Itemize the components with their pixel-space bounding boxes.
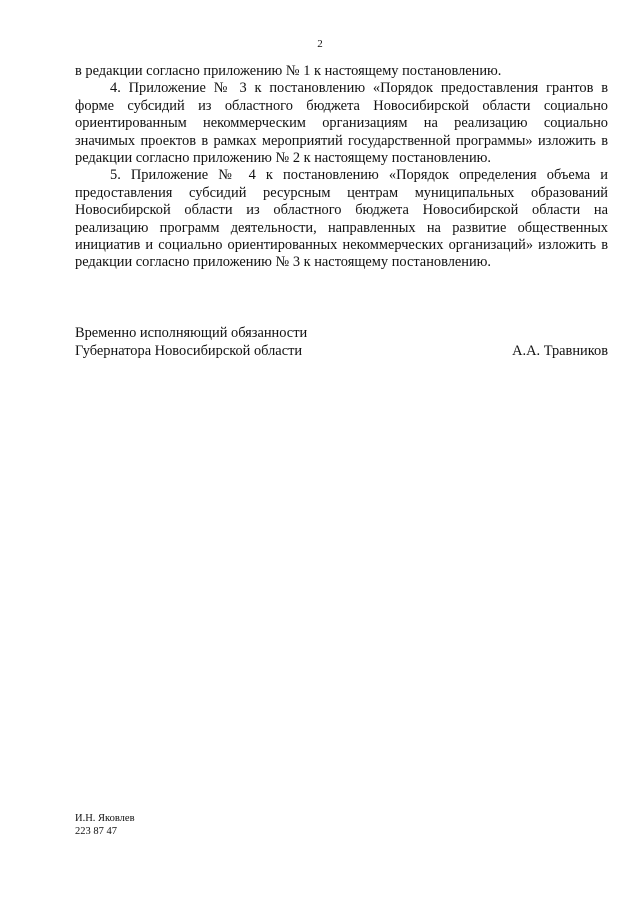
paragraph-continuation: в редакции согласно приложению № 1 к настоящему постановлению. (75, 63, 502, 79)
signature-row (75, 342, 608, 360)
paragraph-item-4: 4. Приложение № 3 к постановлению «Порядок предоставления грантов в форме субсидий из областного бюджета Новосибирской области социально ориентированным некоммерческим организациям на реализацию социально значимых проектов в рамках мероприятий государственной программы» изложить в редакции согласно приложению № 2 к настоящему постановлению. (75, 80, 608, 167)
signatory-name: А.А. Травников (512, 343, 608, 359)
executor-footer (75, 812, 135, 838)
document-body (75, 63, 608, 272)
executor-name: И.Н. Яковлев (75, 813, 135, 824)
paragraph-item-5: 5. Приложение № 4 к постановлению «Порядок определения объема и предоставления субсидий ресурсным центрам муниципальных образований Новосибирской области из областного бюджета Новосибирской области на реализацию программ деятельности, направленных на развитие общественных инициатив и социально ориентированных некоммерческих организаций» изложить в редакции согласно приложению № 3 к настоящему постановлению. (75, 167, 608, 271)
signatory-position-line-2: Губернатора Новосибирской области (75, 343, 303, 359)
page-number: 2 (317, 38, 323, 50)
executor-phone: 223 87 47 (75, 826, 117, 837)
signature-block (75, 324, 608, 360)
signatory-position-line-1: Временно исполняющий обязанности (75, 325, 308, 341)
